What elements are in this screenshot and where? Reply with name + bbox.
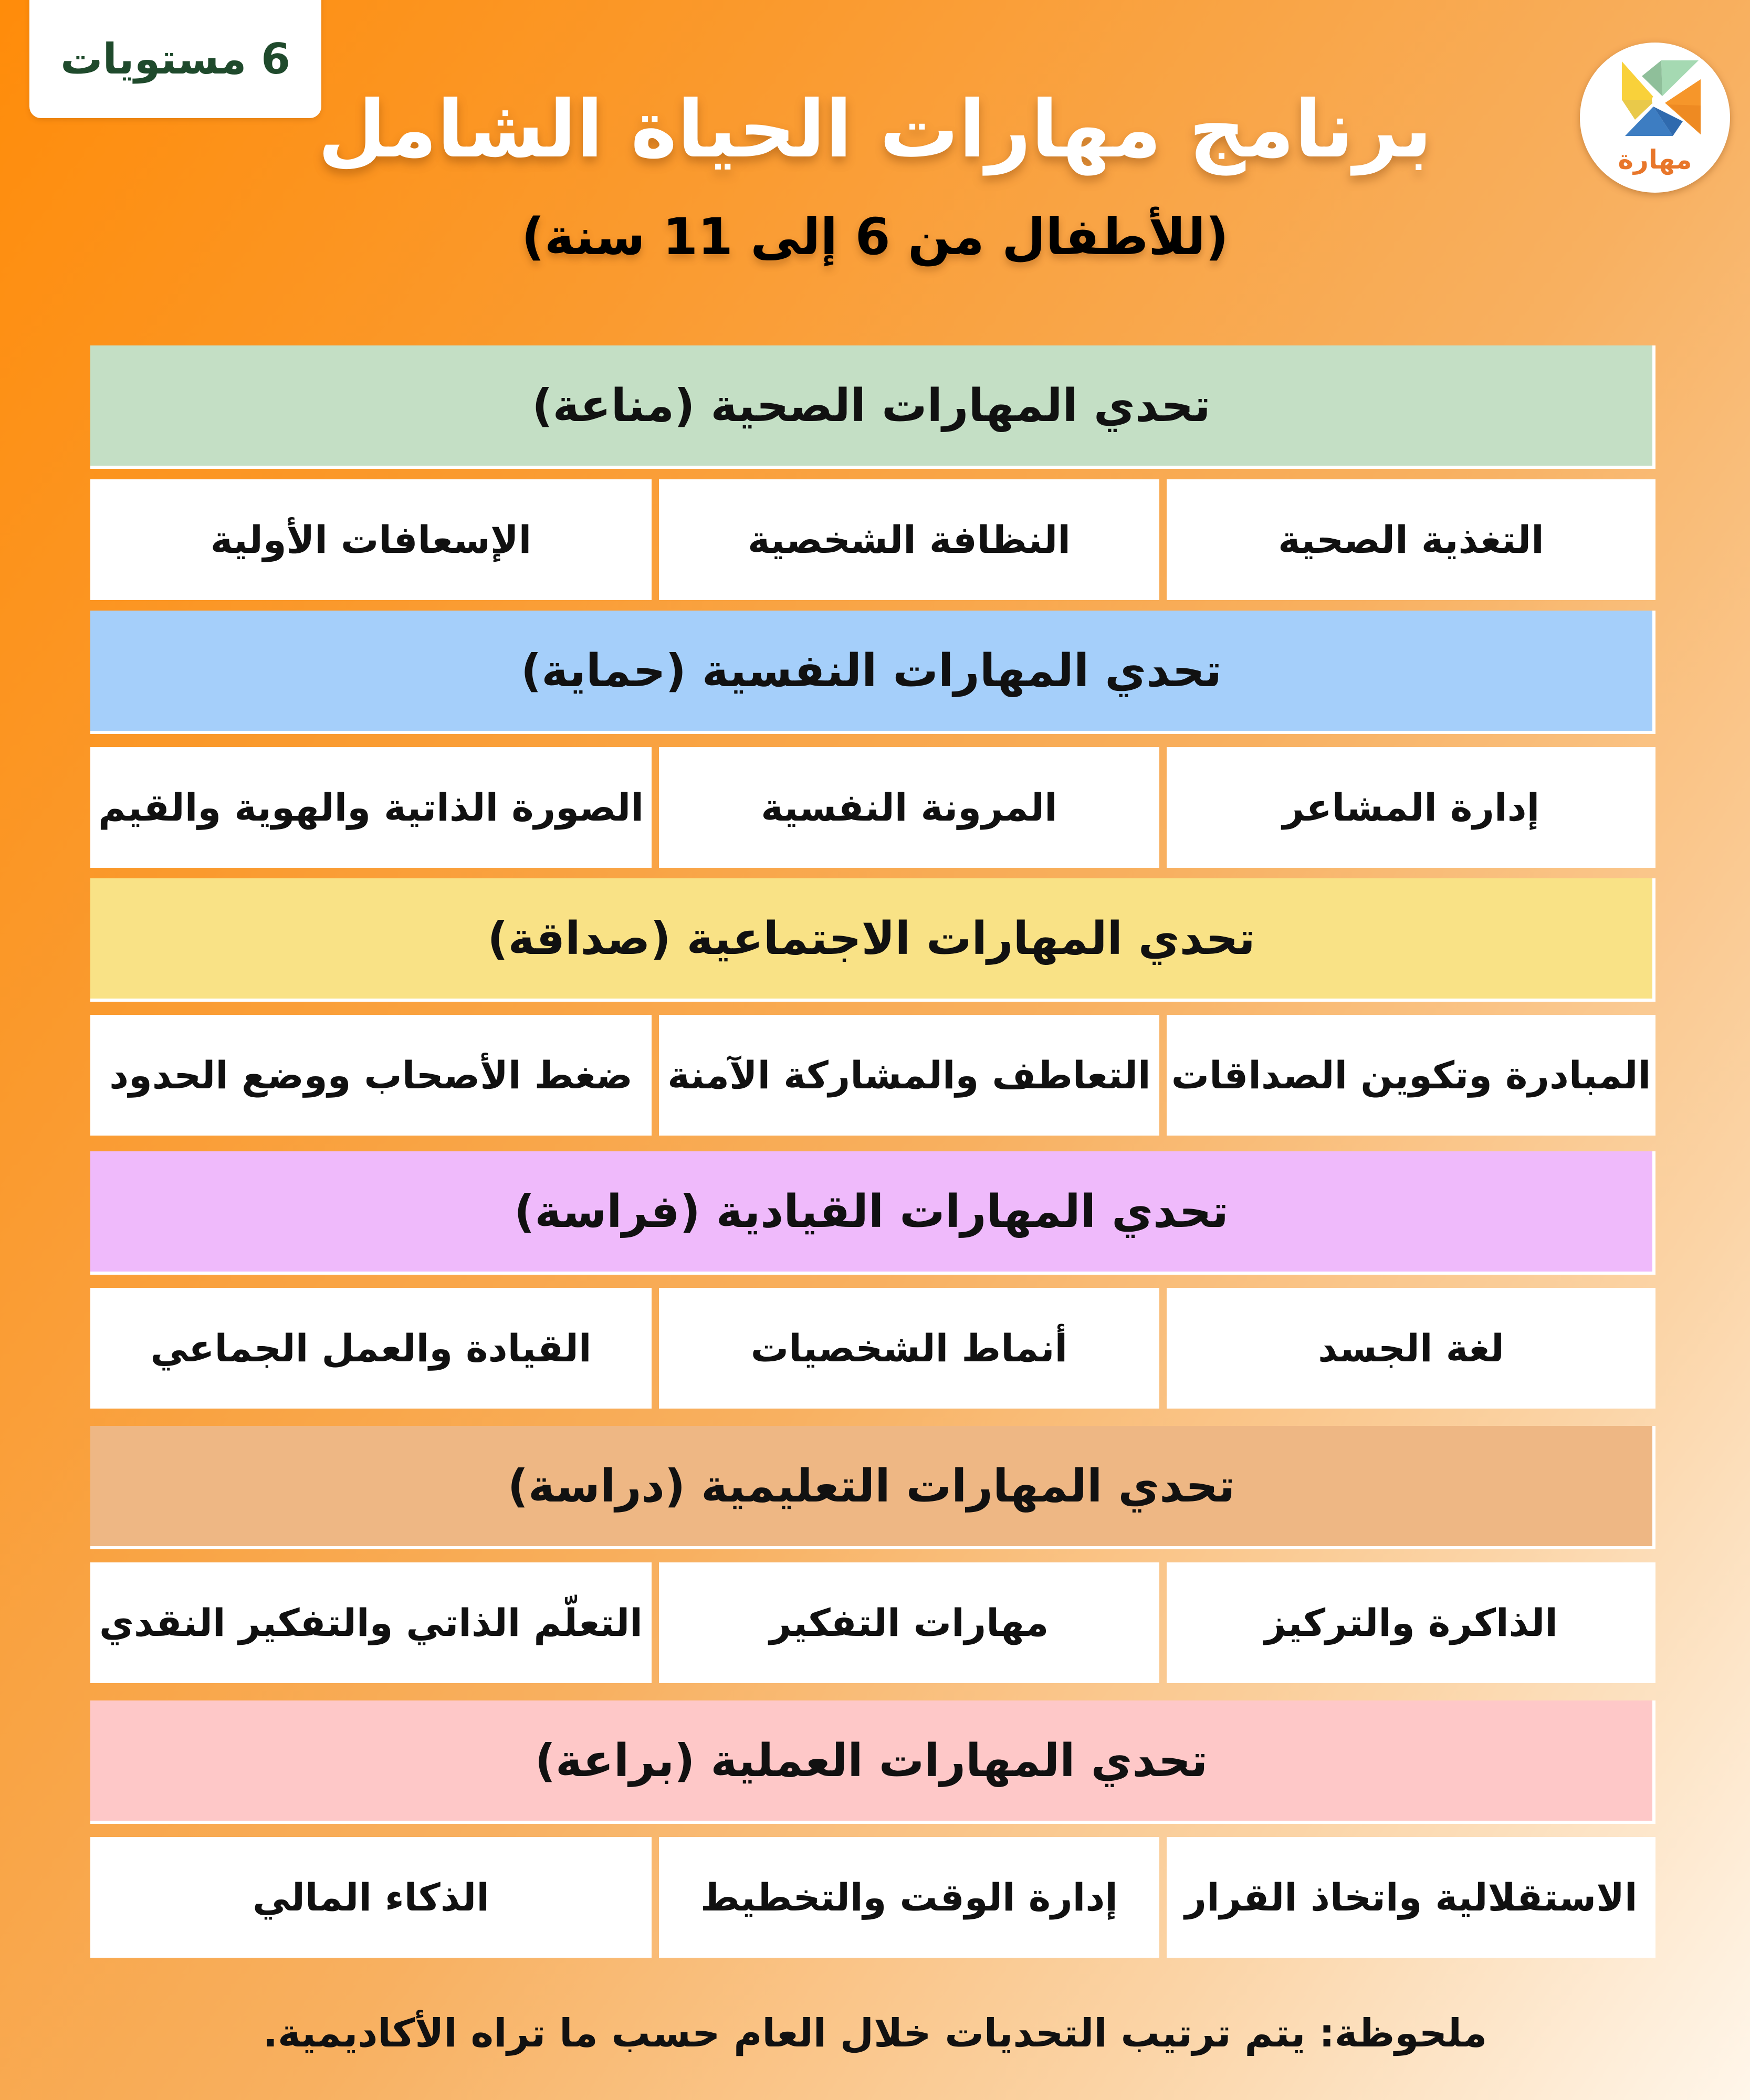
skill-item bbox=[659, 747, 1159, 868]
skill-item bbox=[1167, 479, 1655, 600]
section-items bbox=[90, 1288, 1655, 1409]
skill-item-label: مهارات التفكير bbox=[769, 1601, 1049, 1645]
section-header bbox=[90, 1700, 1655, 1824]
skill-item bbox=[1167, 747, 1655, 868]
skill-item-label: الاستقلالية واتخاذ القرار bbox=[1185, 1875, 1638, 1919]
skill-item-label: الإسعافات الأولية bbox=[210, 518, 532, 562]
skill-item bbox=[90, 1562, 652, 1683]
section-items bbox=[90, 747, 1655, 868]
section-header bbox=[90, 345, 1655, 469]
section-header bbox=[90, 1426, 1655, 1549]
section-header-label: تحدي المهارات النفسية (حماية) bbox=[521, 644, 1222, 697]
skill-item-label: لغة الجسد bbox=[1318, 1326, 1504, 1370]
skill-item-label: إدارة المشاعر bbox=[1282, 785, 1540, 830]
section-header bbox=[90, 878, 1655, 1002]
skill-item bbox=[1167, 1288, 1655, 1409]
skill-item-label: التغذية الصحية bbox=[1278, 518, 1544, 562]
skill-item-label: التعلّم الذاتي والتفكير النقدي bbox=[99, 1601, 643, 1645]
skill-item bbox=[659, 1015, 1159, 1136]
section-header-label: تحدي المهارات العملية (براعة) bbox=[535, 1734, 1208, 1787]
skill-item bbox=[90, 1288, 652, 1409]
skill-item bbox=[1167, 1837, 1655, 1958]
section-items bbox=[90, 1562, 1655, 1683]
skill-item-label: المرونة النفسية bbox=[761, 785, 1057, 830]
skill-item-label: القيادة والعمل الجماعي bbox=[150, 1326, 592, 1370]
svg-text:مهارة: مهارة bbox=[1618, 144, 1692, 175]
section-items bbox=[90, 1015, 1655, 1136]
page-title: برنامج مهارات الحياة الشامل bbox=[318, 84, 1432, 175]
section-header bbox=[90, 611, 1655, 734]
skill-item bbox=[90, 479, 652, 600]
skill-item bbox=[1167, 1562, 1655, 1683]
skill-item-label: الصورة الذاتية والهوية والقيم bbox=[98, 785, 644, 830]
skill-item-label: التعاطف والمشاركة الآمنة bbox=[667, 1053, 1151, 1097]
section-header bbox=[90, 1151, 1655, 1275]
section-header-label: تحدي المهارات التعليمية (دراسة) bbox=[507, 1460, 1235, 1513]
skill-item bbox=[90, 1837, 652, 1958]
section-header-label: تحدي المهارات الصحية (مناعة) bbox=[532, 379, 1211, 432]
section-items bbox=[90, 1837, 1655, 1958]
skill-item bbox=[659, 479, 1159, 600]
section-header-label: تحدي المهارات القيادية (فراسة) bbox=[514, 1185, 1229, 1238]
skill-item-label: الذاكرة والتركيز bbox=[1264, 1601, 1558, 1645]
skill-item bbox=[90, 1015, 652, 1136]
skill-item-label: النظافة الشخصية bbox=[747, 518, 1071, 562]
skill-item-label: الذكاء المالي bbox=[253, 1875, 489, 1919]
skill-item bbox=[90, 747, 652, 868]
page-subtitle: (للأطفال من 6 إلى 11 سنة) bbox=[521, 207, 1229, 266]
footer-note: ملحوظة: يتم ترتيب التحديات خلال العام حسب ما تراه الأكاديمية. bbox=[263, 2011, 1487, 2056]
levels-badge-label: 6 مستويات bbox=[60, 35, 290, 83]
skill-item-label: المبادرة وتكوين الصداقات bbox=[1171, 1053, 1651, 1097]
skill-item bbox=[659, 1562, 1159, 1683]
section-items bbox=[90, 479, 1655, 600]
skill-item bbox=[659, 1288, 1159, 1409]
skill-item bbox=[659, 1837, 1159, 1958]
skill-item-label: أنماط الشخصيات bbox=[750, 1326, 1068, 1370]
skill-item-label: ضغط الأصحاب ووضع الحدود bbox=[109, 1053, 633, 1097]
section-header-label: تحدي المهارات الاجتماعية (صداقة) bbox=[487, 912, 1255, 965]
skill-item-label: إدارة الوقت والتخطيط bbox=[700, 1875, 1118, 1919]
skill-item bbox=[1167, 1015, 1655, 1136]
